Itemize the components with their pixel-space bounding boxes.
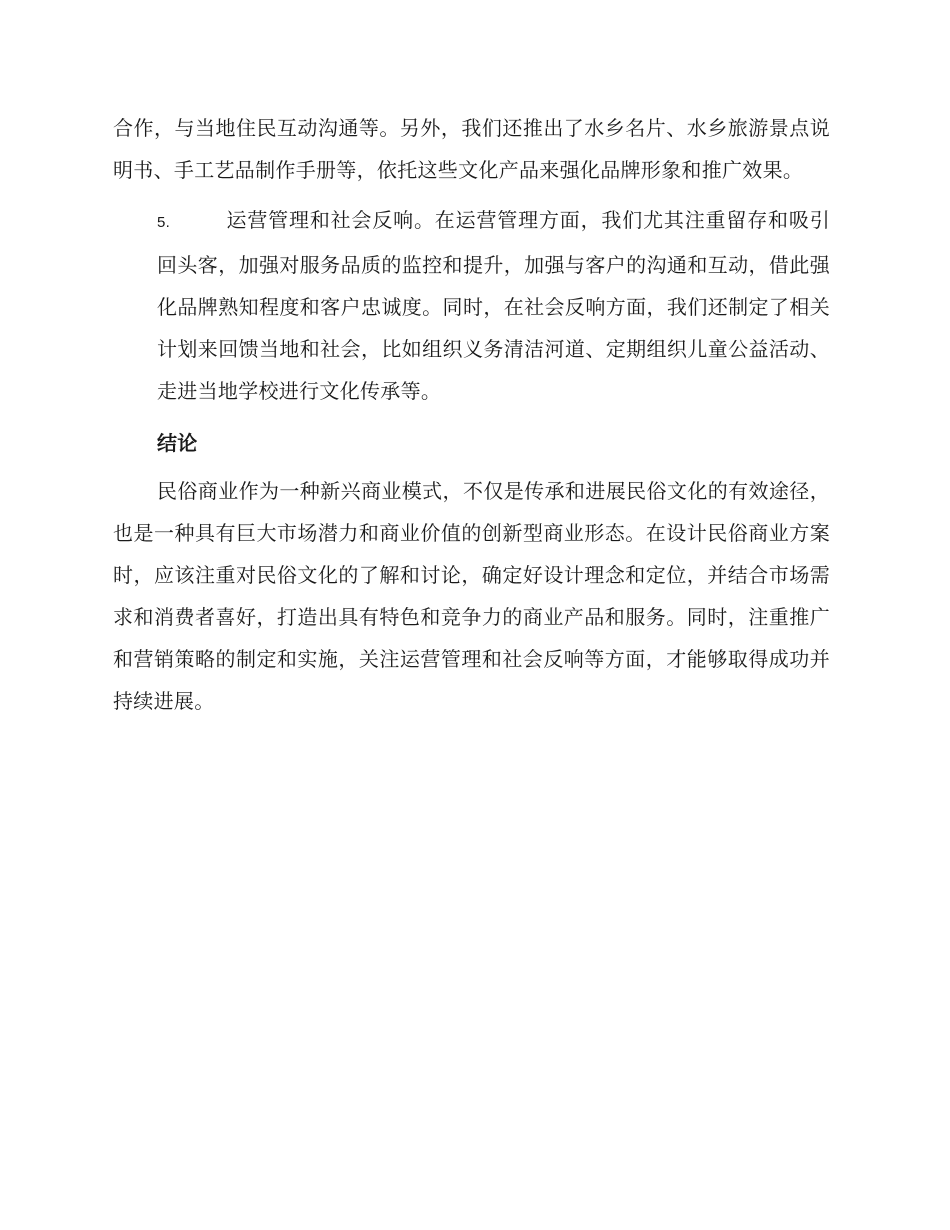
conclusion-paragraph: 民俗商业作为一种新兴商业模式，不仅是传承和进展民俗文化的有效途径，也是一种具有巨大市场潜力和商业价值的创新型商业形态。在设计民俗商业方案时，应该注重对民俗文化的了解和讨论，确定好设计理念和定位，并结合市场需求和消费者喜好，打造出具有特色和竞争力的商业产品和服务。同时，注重推广和营销策略的制定和实施，关注运营管理和社会反响等方面，才能够取得成功并持续进展。 [113, 479, 830, 713]
conclusion-heading: 结论 [157, 431, 198, 455]
list-item-5 [113, 199, 830, 412]
list-item-number: 5. [157, 214, 171, 231]
continuation-paragraph: 合作，与当地住民互动沟通等。另外，我们还推出了水乡名片、水乡旅游景点说明书、手工艺品制作手册等，依托这些文化产品来强化品牌形象和推广效果。 [113, 116, 830, 182]
list-item-text: 运营管理和社会反响。在运营管理方面，我们尤其注重留存和吸引回头客，加强对服务品质的监控和提升，加强与客户的沟通和互动，借此强化品牌熟知程度和客户忠诚度。同时，在社会反响方面，我们还制定了相关计划来回馈当地和社会，比如组织义务清洁河道、定期组织儿童公益活动、走进当地学校进行文化传承等。 [157, 208, 830, 403]
